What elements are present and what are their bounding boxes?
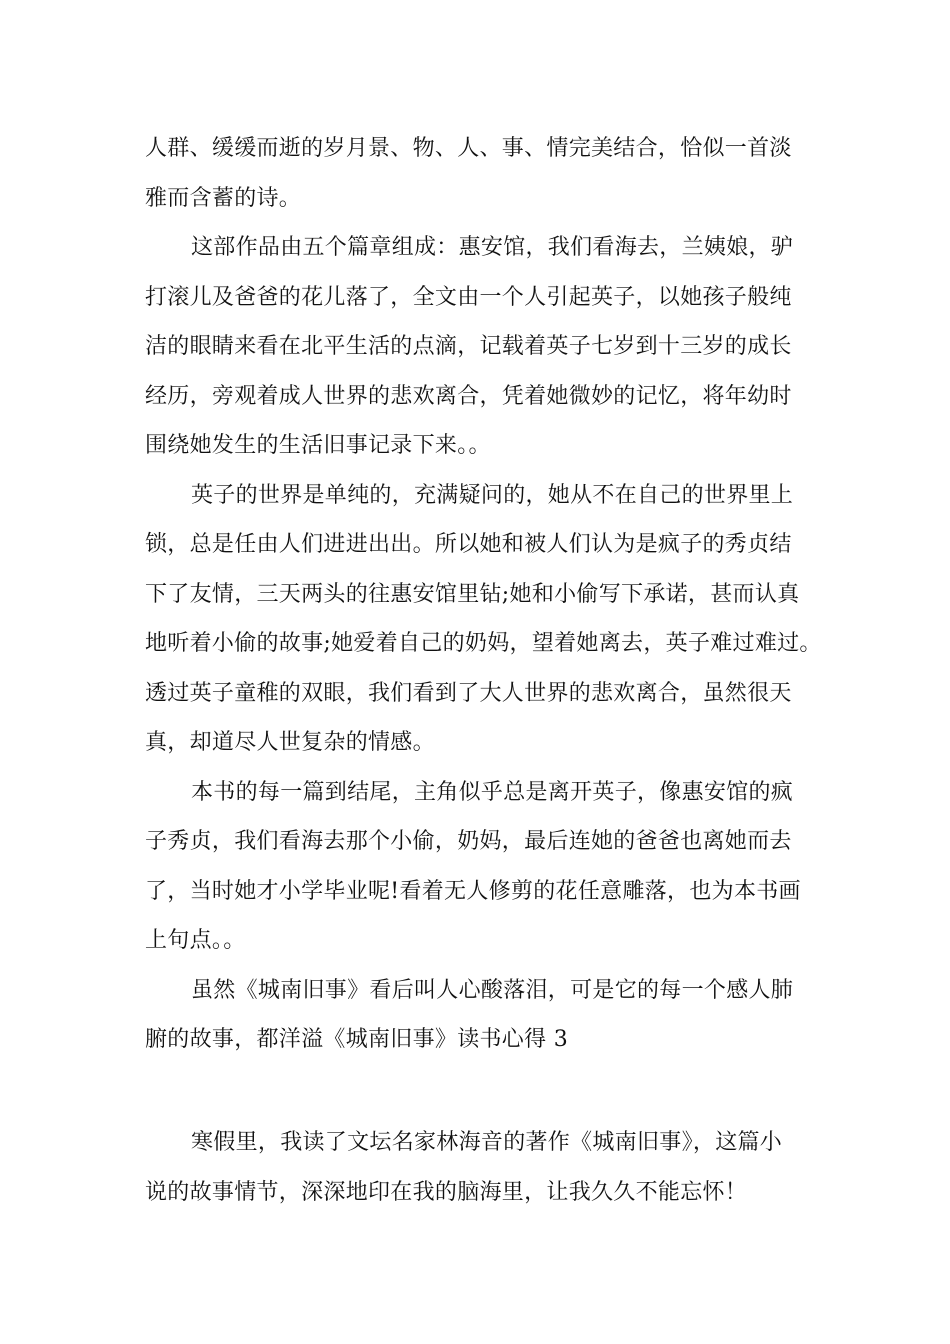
text-line: 经历，旁观着成人世界的悲欢离合，凭着她微妙的记忆，将年幼时	[145, 383, 792, 409]
text-line: 这部作品由五个篇章组成：惠安馆，我们看海去，兰姨娘，驴	[191, 235, 794, 260]
body-text-new-section	[145, 1118, 810, 1217]
body-text-main	[145, 124, 822, 1065]
text-line: 上句点。。	[145, 928, 246, 953]
text-line: 寒假里，我读了文坛名家林海音的著作《城南旧事》，这篇小	[191, 1130, 783, 1155]
text-line: 打滚儿及爸爸的花儿落了，全文由一个人引起英子，以她孩子般纯	[145, 284, 792, 310]
text-line: 锁，总是任由人们进进出出。所以她和被人们认为是疯子的秀贞结	[145, 532, 792, 557]
text-line: 人群、缓缓而逝的岁月景、物、人、事、情完美结合，恰似一首淡	[145, 136, 792, 161]
text-line: 说的故事情节，深深地印在我的脑海里，让我久久不能忘怀！	[145, 1179, 748, 1205]
text-line: 洁的眼睛来看在北平生活的点滴，记载着英子七岁到十三岁的成长	[145, 334, 792, 359]
text-line: 虽然《城南旧事》看后叫人心酸落泪，可是它的每一个感人肺	[191, 977, 794, 1003]
text-line: 雅而含蓄的诗。	[145, 185, 302, 211]
text-line: 透过英子童稚的双眼，我们看到了大人世界的悲欢离合，虽然很天	[145, 680, 792, 706]
text-line: 真，却道尽人世复杂的情感。	[145, 730, 435, 755]
text-line: 下了友情，三天两头的往惠安馆里钻;她和小偷写下承诺，甚而认真	[145, 581, 800, 607]
text-line: 本书的每一篇到结尾，主角似乎总是离开英子，像惠安馆的疯	[191, 779, 794, 805]
text-line: 子秀贞，我们看海去那个小偷，奶妈，最后连她的爸爸也离她而去	[145, 829, 792, 854]
text-line: 英子的世界是单纯的，充满疑问的，她从不在自己的世界里上	[191, 482, 794, 508]
text-line: 了，当时她才小学毕业呢!看着无人修剪的花任意雕落，也为本书画	[145, 878, 801, 904]
text-line: 围绕她发生的生活旧事记录下来。。	[145, 433, 491, 458]
text-line: 地听着小偷的故事;她爱着自己的奶妈，望着她离去，英子难过难过。	[145, 631, 822, 656]
text-line: 腑的故事，都洋溢《城南旧事》读书心得 3	[145, 1027, 568, 1052]
